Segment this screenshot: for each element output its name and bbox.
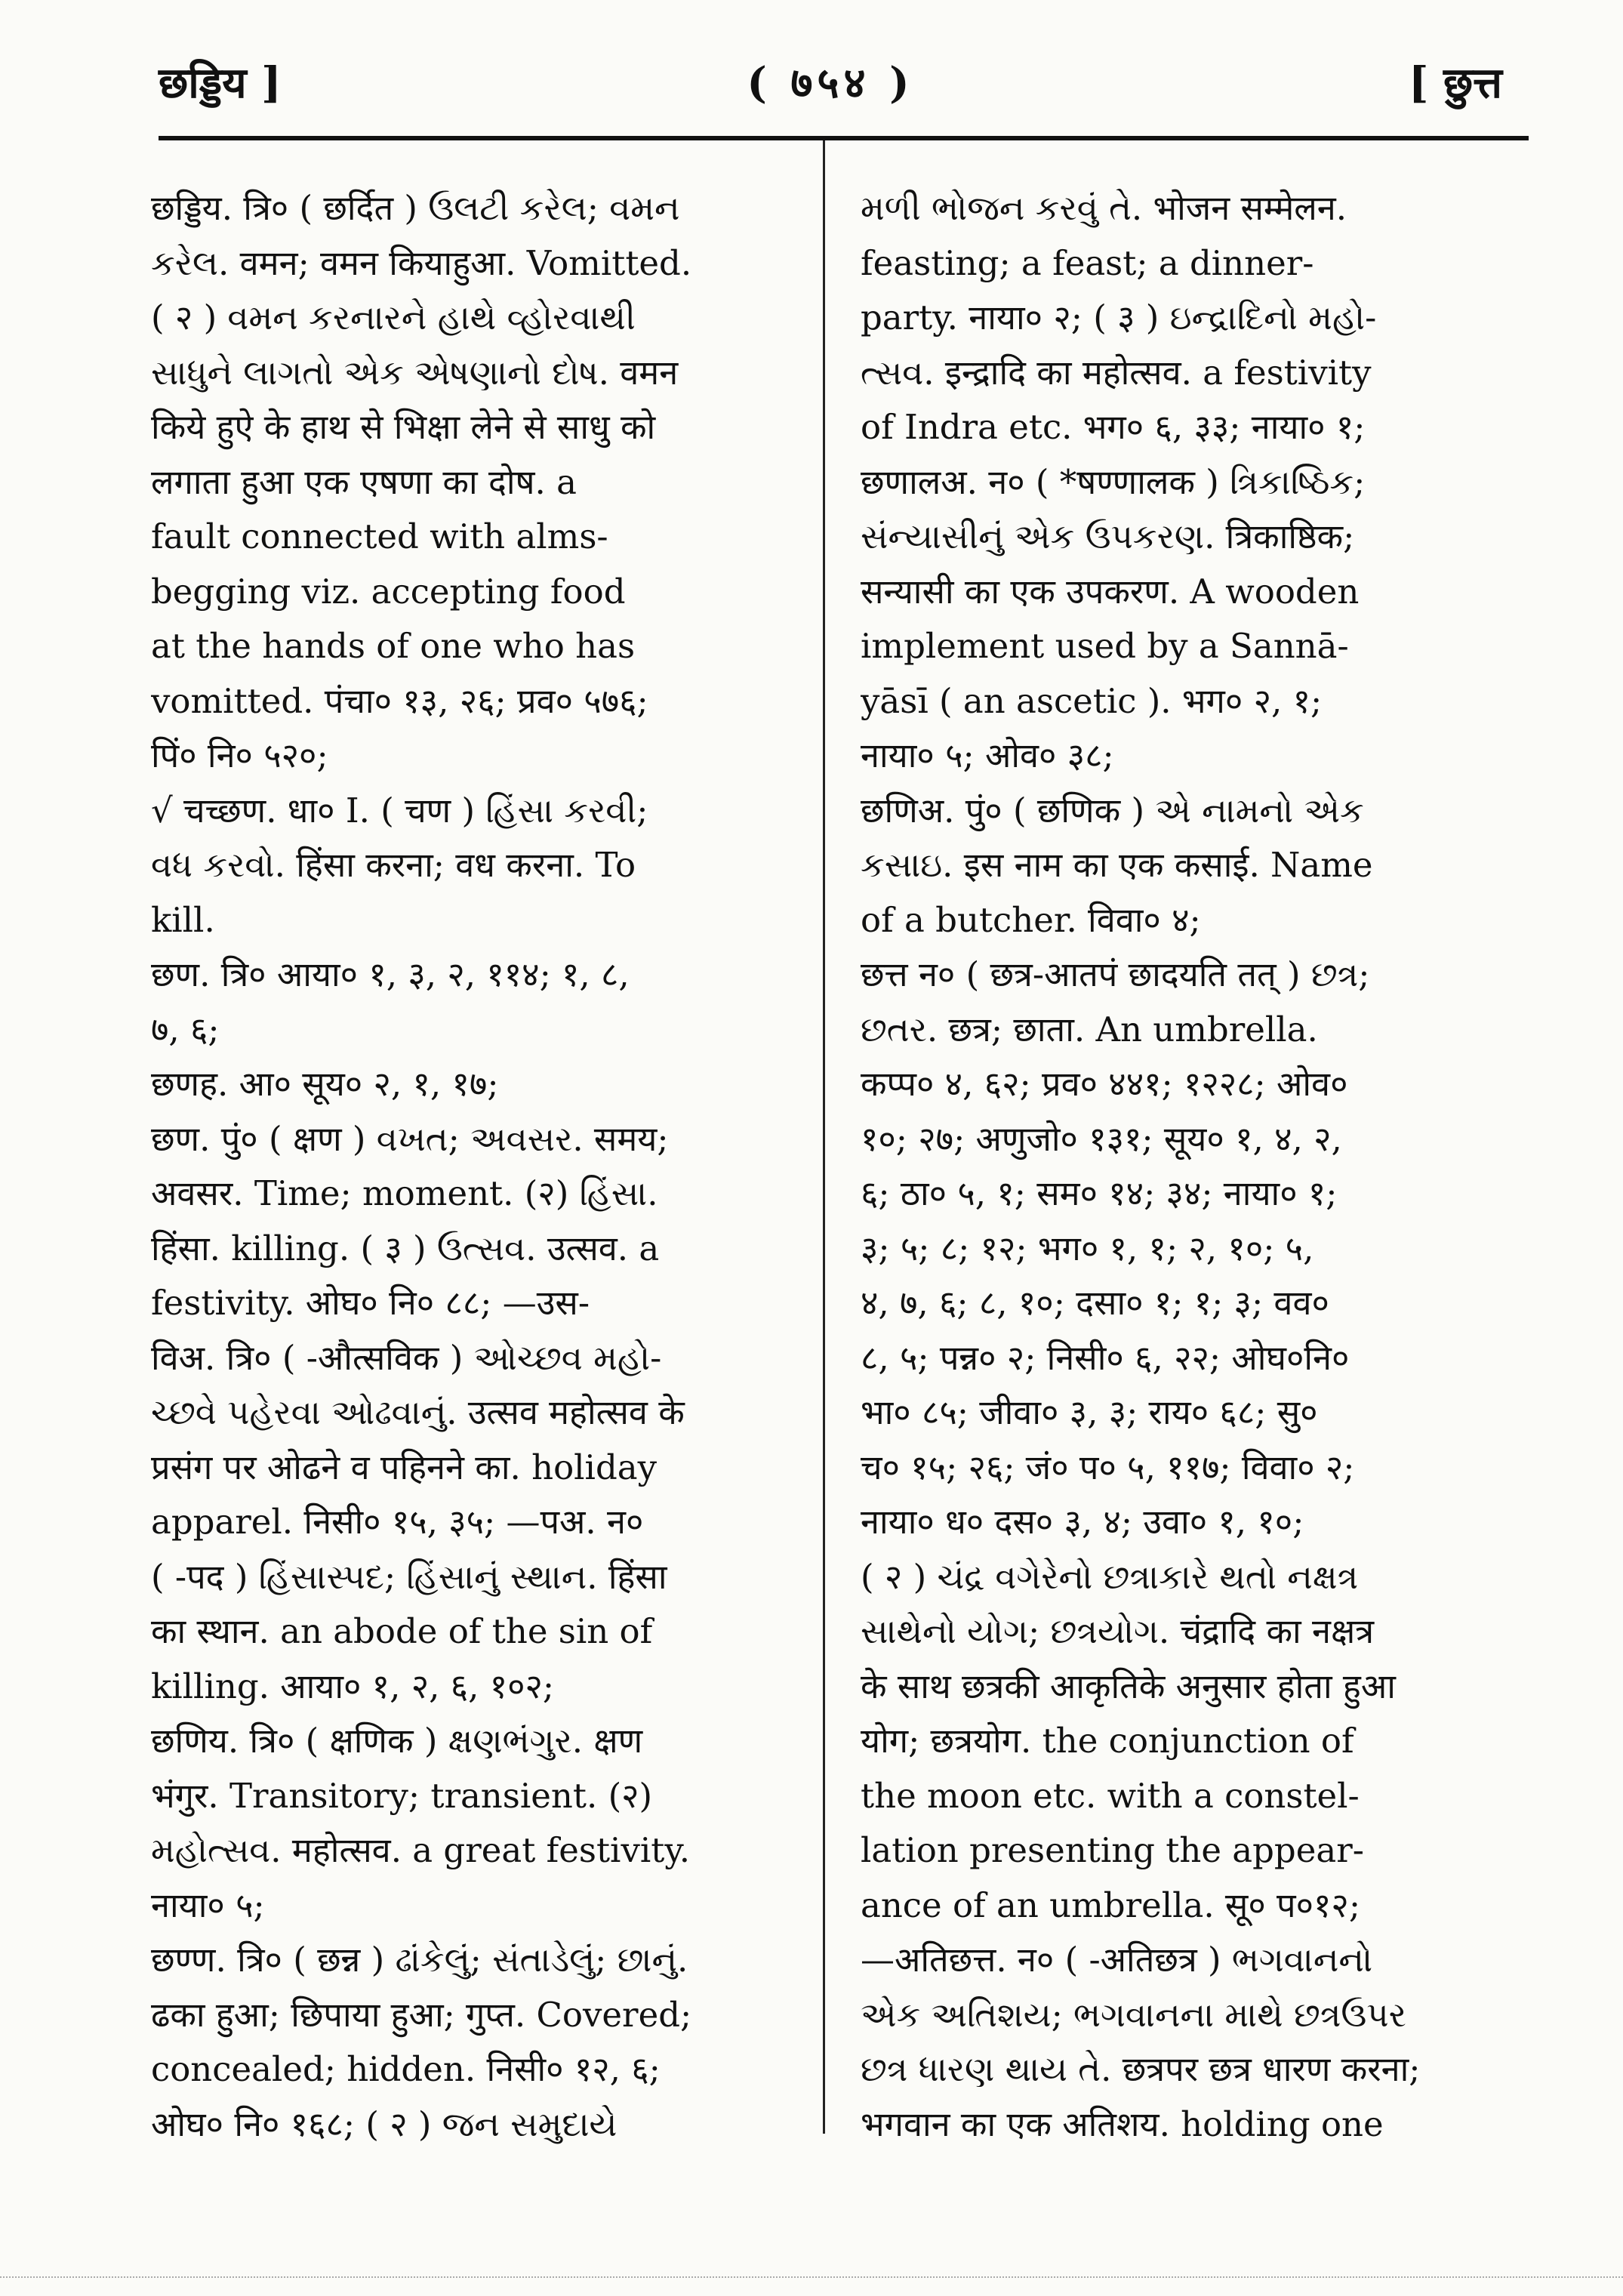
text-line: સંન્યાસીનું એક ઉપકરણ. त्रिकाष्ठिक; bbox=[861, 516, 1355, 556]
text-line: नाया० ५; ओव० ३८; bbox=[861, 735, 1114, 775]
text-line: ance of an umbrella. सू० प०१२; bbox=[861, 1885, 1360, 1925]
text-line: the moon etc. with a constel- bbox=[861, 1775, 1360, 1816]
text-line: प्रसंग पर ओढने व पहिनने का. holiday bbox=[151, 1447, 658, 1487]
page-header bbox=[159, 45, 1502, 113]
text-line: of Indra etc. भग० ६, ३३; नाया० १; bbox=[861, 407, 1366, 447]
text-line: yāsī ( an ascetic ). भग० २, १; bbox=[861, 680, 1323, 721]
text-line: ४, ७, ६; ८, १०; दसा० १; १; ३; वव० bbox=[861, 1283, 1329, 1323]
text-line: છતર. छत्र; छाता. An umbrella. bbox=[861, 1009, 1318, 1049]
text-line: કરેલ. वमन; वमन कियाहुआ. Vomitted. bbox=[151, 242, 692, 283]
text-line: ચ્છવે પહેરવા ઓઢવાનું. उत्सव महोत्सव के bbox=[151, 1392, 685, 1432]
text-line: lation presenting the appear- bbox=[861, 1830, 1364, 1870]
text-line: पिं० नि० ५२०; bbox=[151, 735, 328, 775]
text-line: भा० ८५; जीवा० ३, ३; राय० ६८; सु० bbox=[861, 1392, 1318, 1432]
text-line: ( २ ) વમન કરનારને હાથે વ્હોરવાથી bbox=[151, 297, 636, 337]
text-line: नाया० ५; bbox=[151, 1885, 265, 1925]
left-column bbox=[151, 181, 800, 2152]
text-line: મહોત્સવ. महोत्सव. a great festivity. bbox=[151, 1830, 691, 1870]
text-line: ढका हुआ; छिपाया हुआ; गुप्त. Covered; bbox=[151, 1994, 692, 2035]
page-number: ( ७५४ ) bbox=[747, 58, 914, 108]
text-line: ત્સવ. इन्द्रादि का महोत्सव. a festivity bbox=[861, 352, 1372, 393]
text-line: छड्डिय. त्रि० ( छर्दित ) ઉલટી કરેલ; વમન bbox=[151, 188, 680, 228]
text-line: छण. पुं० ( क्षण ) વખત; અવસર. समय; bbox=[151, 1118, 669, 1159]
text-line: छणिअ. पुं० ( छणिक ) એ નામનો એક bbox=[861, 790, 1364, 831]
text-line: છત્ર ધારણ થાય તે. छत्रपर छत्र धारण करना; bbox=[861, 2049, 1421, 2089]
text-line: कप्प० ४, ६२; प्रव० ४४१; १२२८; ओव० bbox=[861, 1064, 1348, 1104]
right-column bbox=[861, 181, 1525, 2152]
text-line: festivity. ओघ० नि० ८८; —उस- bbox=[151, 1283, 590, 1323]
text-line: killing. आया० १, २, ६, १०२; bbox=[151, 1666, 555, 1706]
text-line: भगवान का एक अतिशय. holding one bbox=[861, 2103, 1384, 2144]
text-line: kill. bbox=[151, 899, 215, 940]
text-line: —अतिछत्त. न० ( -अतिछत्र ) ભગવાનનો bbox=[861, 1940, 1373, 1980]
text-line: अवसर. Time; moment. (२) હિંસા. bbox=[151, 1173, 658, 1213]
text-line: योग; छत्रयोग. the conjunction of bbox=[861, 1721, 1354, 1761]
text-line: छत्त न० ( छत्र-आतपं छादयति तत् ) છત્ર; bbox=[861, 954, 1370, 994]
bottom-edge bbox=[0, 2276, 1623, 2279]
text-line: party. नाया० २; ( ३ ) ઇન્દ્રાદિનો મહો- bbox=[861, 297, 1377, 337]
text-line: छण. त्रि० आया० १, ३, २, ११४; १, ८, bbox=[151, 954, 630, 994]
text-line: ८, ५; पन्न० २; निसी० ६, २२; ओघ०नि० bbox=[861, 1337, 1350, 1378]
text-line: implement used by a Sannā- bbox=[861, 626, 1349, 666]
text-line: हिंसा. killing. ( ३ ) ઉત્સવ. उत्सव. a bbox=[151, 1228, 660, 1268]
header-right-headword: [ छुत्त bbox=[1409, 58, 1502, 108]
text-line: એક અતિશય; ભગવાનના માથે છત્રઉપર bbox=[861, 1994, 1406, 2035]
text-line: ७, ६; bbox=[151, 1009, 220, 1049]
text-line: fault connected with alms- bbox=[151, 516, 608, 556]
text-line: of a butcher. विवा० ४; bbox=[861, 899, 1201, 940]
text-line: feasting; a feast; a dinner- bbox=[861, 242, 1314, 283]
text-line: સાથેનો યોગ; છત્રયોગ. चंद्रादि का नक्षत्र bbox=[861, 1611, 1375, 1651]
text-line: વધ કરવો. हिंसा करना; वध करना. To bbox=[151, 845, 636, 885]
header-left-headword: छड्डिय ] bbox=[159, 58, 282, 108]
text-line: १०; २७; अणुजो० १३१; सूय० १, ४, २, bbox=[861, 1118, 1342, 1159]
text-line: भंगुर. Transitory; transient. (२) bbox=[151, 1775, 653, 1816]
text-line: लगाता हुआ एक एषणा का दोष. a bbox=[151, 461, 577, 502]
text-line: के साथ छत्रकी आकृतिके अनुसार होता हुआ bbox=[861, 1666, 1396, 1706]
text-line: ३; ५; ८; १२; भग० १, १; २, १०; ५, bbox=[861, 1228, 1314, 1268]
text-line: नाया० ध० दस० ३, ४; उवा० १, १०; bbox=[861, 1502, 1304, 1542]
text-line: सन्यासी का एक उपकरण. A wooden bbox=[861, 571, 1360, 612]
text-line: કસાઇ. इस नाम का एक कसाई. Name bbox=[861, 845, 1373, 885]
text-line: √ चच्छण. धा० I. ( चण ) હિંસા કરવી; bbox=[151, 790, 648, 831]
header-rule bbox=[159, 136, 1529, 140]
text-line: का स्थान. an abode of the sin of bbox=[151, 1611, 653, 1651]
text-line: concealed; hidden. निसी० १२, ६; bbox=[151, 2049, 661, 2089]
column-divider bbox=[823, 140, 825, 2134]
text-line: begging viz. accepting food bbox=[151, 571, 626, 612]
text-line: ६; ठा० ५, १; सम० १४; ३४; नाया० १; bbox=[861, 1173, 1338, 1213]
text-line: छणालअ. न० ( *षण्णालक ) ત્રિકાષ્ઠિક; bbox=[861, 461, 1366, 502]
text-line: vomitted. पंचा० १३, २६; प्रव० ५७६; bbox=[151, 680, 648, 721]
text-line: મળી ભોજન કરવું તે. भोजन सम्मेलन. bbox=[861, 188, 1347, 228]
text-line: विअ. त्रि० ( -औत्सविक ) ઓચ્છવ મહો- bbox=[151, 1337, 662, 1378]
text-line: at the hands of one who has bbox=[151, 626, 636, 666]
text-line: च० १५; २६; जं० प० ५, ११७; विवा० २; bbox=[861, 1447, 1355, 1487]
text-line: ( २ ) ચંદ્ર વગેરેનો છત્રાકારે થતો નક્ષત્ર bbox=[861, 1556, 1359, 1597]
text-line: छणिय. त्रि० ( क्षणिक ) ક્ષણભંગુર. क्षण bbox=[151, 1721, 643, 1761]
text-line: छण्ण. त्रि० ( छन्न ) ઢાંકેલું; સંતાડેલું; છાનું. bbox=[151, 1940, 688, 1980]
text-line: apparel. निसी० १५, ३५; —पअ. न० bbox=[151, 1502, 644, 1542]
text-line: સાધુને લાગતો એક એષણાનો દોષ. वमन bbox=[151, 352, 679, 393]
text-line: किये हुऐ के हाथ से भिक्षा लेने से साधु को bbox=[151, 407, 656, 447]
text-line: ओघ० नि० १६८; ( २ ) જન સમુદાયે bbox=[151, 2103, 617, 2144]
text-line: छणह. आ० सूय० २, १, १७; bbox=[151, 1064, 499, 1104]
text-line: ( -पद ) હિંસાસ્પદ; હિંસાનું સ્થાન. हिंसा bbox=[151, 1556, 667, 1597]
